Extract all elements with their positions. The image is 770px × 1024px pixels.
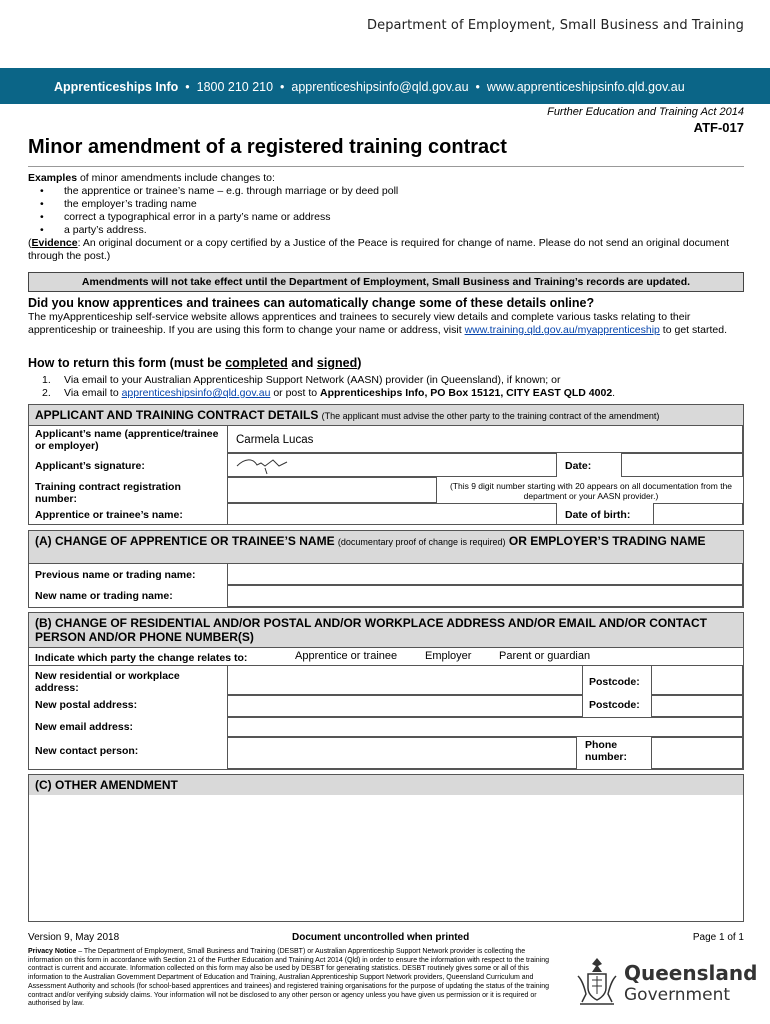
applicant-name-label: Applicant’s name (apprentice/trainee or employer): [35, 428, 219, 452]
contact-banner: [0, 68, 770, 104]
form-code: ATF-017: [693, 120, 744, 135]
list-item: • the employer’s trading name: [28, 198, 744, 211]
section-a: [28, 530, 744, 608]
postal-address-field[interactable]: [227, 695, 583, 717]
apprentice-name-label: Apprentice or trainee’s name:: [35, 509, 183, 521]
page-number: Page 1 of 1: [692, 932, 744, 943]
date-field[interactable]: [621, 453, 743, 477]
bullet-icon: •: [472, 80, 484, 94]
bullet-icon: •: [276, 80, 288, 94]
date-label: Date:: [565, 460, 592, 472]
dob-label: Date of birth:: [565, 509, 631, 521]
contact-person-field[interactable]: [227, 737, 577, 769]
registration-label: Training contract registration number:: [35, 481, 181, 505]
records-notice: Amendments will not take effect until the Department of Employment, Small Business and Training’s records are updated.: [28, 272, 744, 292]
banner-brand: Apprenticeships Info: [54, 80, 179, 94]
online-text: The myApprenticeship self-service website allows apprentices and trainees to securely view details and complete various tasks relating to their apprenticeship or traineeship. If you are using this form to change your name or address, visit www.training.qld.gov.au/myapprenticeship to get started.: [28, 311, 728, 336]
new-name-label: New name or trading name:: [35, 590, 173, 602]
postcode-field[interactable]: [651, 665, 743, 695]
banner-email[interactable]: apprenticeshipsinfo@qld.gov.au: [291, 80, 469, 94]
return-steps: [28, 374, 744, 400]
banner-web[interactable]: www.apprenticeshipsinfo.qld.gov.au: [486, 80, 685, 94]
registration-field[interactable]: [227, 477, 437, 503]
evidence-note: (Evidence: An original document or a copy certified by a Justice of the Peace is required for change of name. Please do not send an original document through the post.): [28, 237, 729, 262]
residential-address-field[interactable]: [227, 665, 583, 695]
dob-field[interactable]: [653, 503, 743, 525]
previous-name-label: Previous name or trading name:: [35, 569, 196, 581]
department-name: Department of Employment, Small Business and Training: [367, 18, 744, 33]
section-a-heading: (A) CHANGE OF APPRENTICE OR TRAINEE’S NAME (documentary proof of change is required) OR EMPLOYER’S TRADING NAME: [29, 531, 743, 563]
coat-of-arms-icon: [574, 954, 620, 1010]
examples-list: [28, 185, 744, 237]
list-item: • a party’s address.: [28, 224, 744, 237]
postcode2-label: Postcode:: [589, 699, 640, 711]
section-c: [28, 774, 744, 922]
title-divider: [28, 166, 744, 167]
list-item: 2. Via email to apprenticeshipsinfo@qld.gov.au or post to Apprenticeships Info, PO Box 15121, CITY EAST QLD 4002.: [42, 387, 616, 399]
email-label: New email address:: [35, 721, 134, 733]
email-field[interactable]: [227, 717, 743, 737]
privacy-notice: Privacy Notice – The Department of Employment, Small Business and Training (DESBT) or Australian Apprenticeship Support Network provider is collecting the information on this form in accordance with Section 21 of the Further Education and Training Act 2014 (Qld) in order to ensure the information with respect to the training contract is current and accurate. Information collected on this form may also be used by DESBT for generating statistics. DESBT routinely gives some or all of this information to the Australian Government Department of Education and Training, Australian Apprenticeship Support Network providers, Queensland Curriculum and Assessment Authority and schools (for school-based apprentices and trainees) and registered training organisations for the purpose of updating the status of the training contract and/or verifying subsidy claims. Your information will not be disclosed to any other person or agency unless you have given us permission or it is required or authorised by law.: [28, 948, 550, 1008]
queensland-government-logo: [574, 952, 758, 1012]
banner-phone: 1800 210 210: [196, 80, 274, 94]
return-heading: How to return this form (must be completed and signed): [28, 356, 362, 370]
section-c-heading: (C) OTHER AMENDMENT: [29, 775, 743, 795]
page-title: Minor amendment of a registered training contract: [28, 136, 507, 158]
party-label: Indicate which party the change relates to:: [35, 652, 248, 664]
contact-person-label: New contact person:: [35, 745, 139, 757]
bullet-icon: •: [181, 80, 194, 94]
list-item: • the apprentice or trainee’s name – e.g. through marriage or by deed poll: [28, 185, 744, 198]
intro-section: [28, 172, 744, 263]
online-heading: Did you know apprentices and trainees can automatically change some of these details online?: [28, 296, 595, 310]
uncontrolled-note: Document uncontrolled when printed: [292, 932, 470, 943]
examples-line: Examples of minor amendments include changes to:: [28, 172, 275, 184]
list-item: 1. Via email to your Australian Apprenticeship Support Network (AASN) provider (in Queensland), if known; or: [42, 374, 561, 386]
signature-label: Applicant’s signature:: [35, 460, 145, 472]
option-apprentice[interactable]: Apprentice or trainee: [295, 650, 398, 662]
logo-gov: Government: [624, 985, 731, 1005]
option-parent[interactable]: Parent or guardian: [499, 650, 591, 662]
phone-field[interactable]: [651, 737, 743, 769]
residential-address-label: New residential or workplace address:: [35, 670, 180, 694]
registration-note: (This 9 digit number starting with 20 appears on all documentation from the department or your AASN provider.): [449, 481, 733, 501]
new-name-field[interactable]: [227, 585, 743, 607]
version: Version 9, May 2018: [28, 932, 120, 943]
apprentice-name-field[interactable]: [227, 503, 557, 525]
section-b: [28, 612, 744, 770]
previous-name-field[interactable]: [227, 563, 743, 585]
applicant-name-value: Carmela Lucas: [236, 434, 314, 446]
myapprenticeship-link[interactable]: www.training.qld.gov.au/myapprenticeship: [464, 324, 660, 336]
applicant-section: [28, 404, 744, 525]
applicant-heading: APPLICANT AND TRAINING CONTRACT DETAILS (The applicant must advise the other party to the training contract of the amendment): [29, 405, 743, 425]
postcode2-field[interactable]: [651, 695, 743, 717]
email-link[interactable]: apprenticeshipsinfo@qld.gov.au: [121, 387, 271, 399]
legislation-act: Further Education and Training Act 2014: [547, 106, 744, 118]
option-employer[interactable]: Employer: [425, 650, 472, 662]
postal-address-label: New postal address:: [35, 699, 138, 711]
other-amendment-field[interactable]: [29, 795, 743, 921]
logo-name: Queensland: [624, 961, 758, 985]
list-item: • correct a typographical error in a party’s name or address: [28, 211, 744, 224]
signature-scribble-icon: [235, 454, 315, 476]
section-b-heading: (B) CHANGE OF RESIDENTIAL AND/OR POSTAL AND/OR WORKPLACE ADDRESS AND/OR EMAIL AND/OR CONTACT PERSON AND/OR PHONE NUMBER(S): [29, 613, 743, 647]
postcode-label: Postcode:: [589, 676, 640, 688]
phone-label: Phone number:: [585, 739, 627, 763]
